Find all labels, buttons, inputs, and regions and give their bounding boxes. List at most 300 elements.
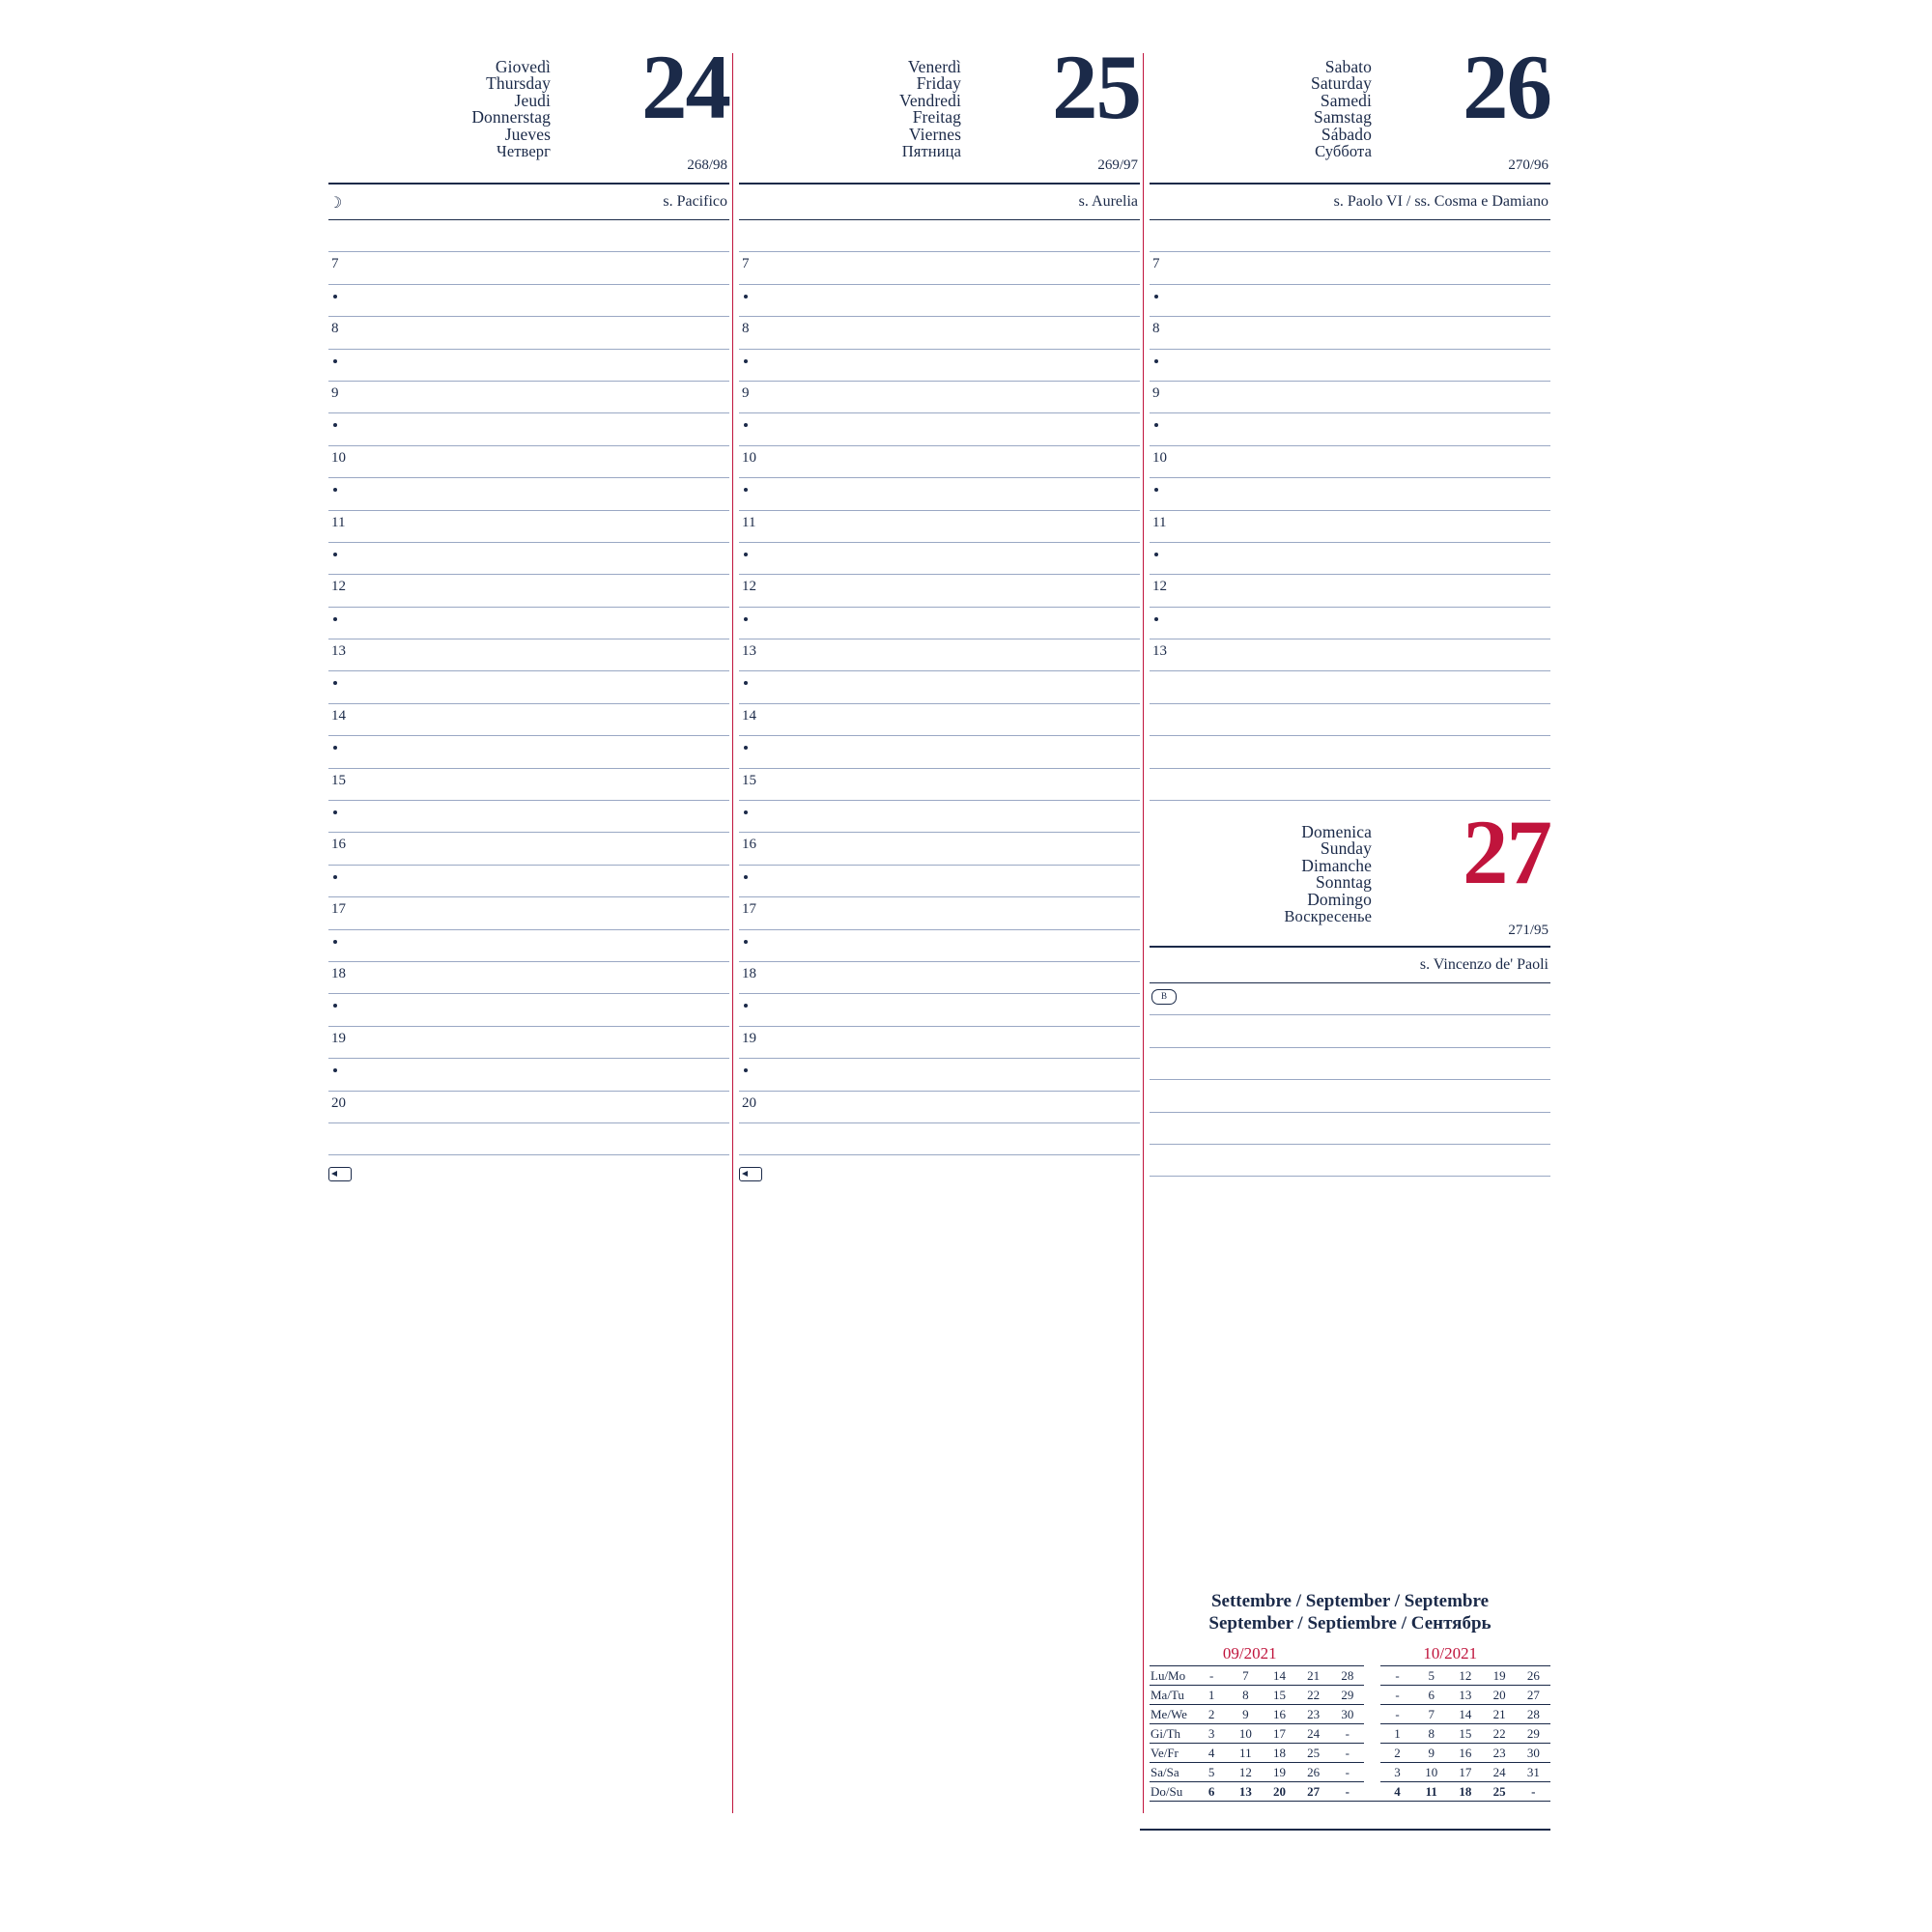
mini-date-cell: 17 xyxy=(1448,1763,1482,1782)
half-hour-row xyxy=(739,413,1140,445)
mini-date-cell: 19 xyxy=(1263,1763,1296,1782)
day-of-year: 271/95 xyxy=(1508,923,1548,939)
hour-label: 20 xyxy=(742,1094,756,1111)
day-column-weekend xyxy=(1140,36,1550,1840)
half-hour-dot xyxy=(333,810,337,814)
mini-date-cell: 18 xyxy=(1263,1744,1296,1763)
mini-date-cell: - xyxy=(1380,1666,1414,1686)
hour-label: 12 xyxy=(742,579,756,595)
half-hour-dot xyxy=(744,488,748,492)
mini-month-right: 10/2021 xyxy=(1423,1644,1478,1662)
hour-label: 9 xyxy=(742,384,750,401)
mini-day-label: Ve/Fr xyxy=(1150,1744,1195,1763)
mini-date-cell: 21 xyxy=(1296,1666,1330,1686)
mini-gap-cell xyxy=(1364,1705,1380,1724)
mini-date-cell: 23 xyxy=(1482,1744,1516,1763)
mini-date-cell: 25 xyxy=(1296,1744,1330,1763)
day-column-thursday xyxy=(328,36,729,1840)
saint-name: s. Aurelia xyxy=(1078,193,1138,210)
moon-phase-icon: ☽ xyxy=(328,195,343,212)
mini-gap-cell xyxy=(1364,1666,1380,1686)
day-header xyxy=(1150,36,1550,179)
half-hour-row xyxy=(1150,478,1550,510)
half-hour-row xyxy=(739,1059,1140,1091)
hour-row xyxy=(328,446,729,478)
half-hour-dot xyxy=(333,423,337,427)
hour-row xyxy=(739,575,1140,607)
mini-calendar-row xyxy=(1150,1744,1550,1763)
half-hour-dot xyxy=(333,295,337,298)
mini-date-cell: 12 xyxy=(1229,1763,1263,1782)
day-name-de: Sonntag xyxy=(1315,872,1372,893)
day-number: 24 xyxy=(641,36,729,138)
mini-calendar-row xyxy=(1150,1782,1550,1802)
half-hour-row xyxy=(739,543,1140,575)
half-hour-row xyxy=(328,350,729,382)
mini-date-cell: 19 xyxy=(1482,1666,1516,1686)
mini-calendar-row xyxy=(1150,1686,1550,1705)
mini-date-cell: 26 xyxy=(1517,1666,1550,1686)
mini-date-cell: 21 xyxy=(1482,1705,1516,1724)
mini-month-left: 09/2021 xyxy=(1222,1644,1277,1662)
mini-date-cell: - xyxy=(1330,1744,1364,1763)
day-name-ru: Четверг xyxy=(497,142,551,161)
day-name-en: Thursday xyxy=(486,73,551,94)
mini-title-line1: Settembre / September / Septembre xyxy=(1210,1591,1490,1611)
hour-row xyxy=(328,575,729,607)
hour-row xyxy=(328,1092,729,1123)
day-name-de: Donnerstag xyxy=(471,107,551,128)
half-hour-row xyxy=(328,543,729,575)
mini-date-cell: 3 xyxy=(1195,1724,1229,1744)
day-name-es: Domingo xyxy=(1307,889,1372,909)
hour-label: 9 xyxy=(1152,384,1160,401)
note-row[interactable] xyxy=(1150,1048,1550,1080)
hour-row xyxy=(739,897,1140,929)
mini-date-cell: 16 xyxy=(1263,1705,1296,1724)
mini-gap-cell xyxy=(1364,1724,1380,1744)
mini-date-cell: 11 xyxy=(1414,1782,1448,1802)
day-name-it: Giovedì xyxy=(495,57,551,76)
mini-date-cell: 9 xyxy=(1414,1744,1448,1763)
mini-date-cell: 14 xyxy=(1448,1705,1482,1724)
note-row[interactable] xyxy=(1150,671,1550,703)
day-names xyxy=(471,59,551,159)
day-name-it: Sabato xyxy=(1324,57,1372,76)
diary-page xyxy=(328,36,1570,1840)
hour-label: 7 xyxy=(1152,256,1160,272)
hour-label: 12 xyxy=(331,579,346,595)
half-hour-row xyxy=(739,350,1140,382)
hour-row xyxy=(1150,575,1550,607)
hour-label: 20 xyxy=(331,1094,346,1111)
b-tag-icon: B xyxy=(1151,989,1177,1005)
hour-label: 9 xyxy=(331,384,339,401)
half-hour-dot xyxy=(744,1004,748,1008)
hour-row xyxy=(1150,382,1550,413)
hour-row xyxy=(1150,317,1550,349)
half-hour-row xyxy=(739,930,1140,962)
hour-label: 13 xyxy=(742,643,756,660)
hour-row xyxy=(328,704,729,736)
half-hour-row xyxy=(1150,608,1550,639)
mini-date-cell: 29 xyxy=(1517,1724,1550,1744)
hour-label: 16 xyxy=(331,837,346,853)
half-hour-row xyxy=(328,866,729,897)
saint-line xyxy=(328,185,729,219)
mini-date-cell: 6 xyxy=(1195,1782,1229,1802)
mini-date-cell: 27 xyxy=(1296,1782,1330,1802)
half-hour-dot xyxy=(744,295,748,298)
hour-row xyxy=(328,317,729,349)
hour-row xyxy=(739,1092,1140,1123)
hour-row xyxy=(328,962,729,994)
day-name-it: Venerdì xyxy=(907,57,961,76)
hour-label: 10 xyxy=(742,449,756,466)
hour-row xyxy=(328,639,729,671)
mini-date-cell: 22 xyxy=(1296,1686,1330,1705)
day-header xyxy=(739,36,1140,179)
mini-date-cell: - xyxy=(1330,1763,1364,1782)
mini-gap-cell xyxy=(1364,1686,1380,1705)
day-columns xyxy=(328,36,1570,1840)
hour-row xyxy=(328,769,729,801)
mini-date-cell: 6 xyxy=(1414,1686,1448,1705)
half-hour-row xyxy=(328,994,729,1026)
mini-title-line2: September / Septiembre / Сентябрь xyxy=(1208,1613,1492,1634)
mini-calendar-table xyxy=(1150,1665,1550,1802)
hour-grid xyxy=(1150,220,1550,801)
half-hour-row xyxy=(328,285,729,317)
mini-gap-cell xyxy=(1364,1782,1380,1802)
note-row[interactable] xyxy=(739,220,1140,252)
day-name-fr: Samedi xyxy=(1320,90,1372,110)
hour-row xyxy=(739,962,1140,994)
mini-date-cell: 20 xyxy=(1482,1686,1516,1705)
hour-label: 7 xyxy=(742,256,750,272)
mini-calendar-row xyxy=(1150,1724,1550,1744)
hour-label: 8 xyxy=(742,321,750,337)
hour-grid xyxy=(328,220,729,1155)
half-hour-dot xyxy=(1154,553,1158,556)
mini-date-cell: - xyxy=(1330,1782,1364,1802)
hour-label: 16 xyxy=(742,837,756,853)
saint-name: s. Paolo VI / ss. Cosma e Damiano xyxy=(1333,193,1548,210)
hour-grid xyxy=(739,220,1140,1155)
half-hour-row xyxy=(739,478,1140,510)
hour-row xyxy=(739,317,1140,349)
hour-row xyxy=(739,639,1140,671)
mini-calendar xyxy=(1150,1590,1550,1802)
saint-name: s. Vincenzo de' Paoli xyxy=(1419,956,1548,974)
mini-date-cell: 10 xyxy=(1229,1724,1263,1744)
half-hour-row xyxy=(1150,413,1550,445)
mini-date-cell: 7 xyxy=(1414,1705,1448,1724)
mini-date-cell: 8 xyxy=(1229,1686,1263,1705)
mini-date-cell: 24 xyxy=(1296,1724,1330,1744)
hour-row xyxy=(1150,252,1550,284)
day-name-de: Samstag xyxy=(1313,107,1372,128)
hour-label: 12 xyxy=(1152,579,1167,595)
half-hour-dot xyxy=(1154,488,1158,492)
half-hour-dot xyxy=(744,681,748,685)
day-name-en: Sunday xyxy=(1320,838,1372,859)
half-hour-dot xyxy=(333,617,337,621)
day-name-ru: Суббота xyxy=(1315,142,1372,161)
mini-date-cell: 2 xyxy=(1380,1744,1414,1763)
half-hour-dot xyxy=(744,875,748,879)
mini-date-cell: 10 xyxy=(1414,1763,1448,1782)
mini-date-cell: 16 xyxy=(1448,1744,1482,1763)
mini-date-cell: 8 xyxy=(1414,1724,1448,1744)
half-hour-row xyxy=(328,736,729,768)
mini-calendar-row xyxy=(1150,1705,1550,1724)
hour-label: 17 xyxy=(742,901,756,918)
half-hour-dot xyxy=(333,488,337,492)
half-hour-dot xyxy=(744,940,748,944)
mini-day-label: Ma/Tu xyxy=(1150,1686,1195,1705)
note-row[interactable] xyxy=(1150,1145,1550,1177)
hour-label: 19 xyxy=(742,1030,756,1046)
day-name-es: Jueves xyxy=(504,124,551,144)
mini-gap-cell xyxy=(1364,1744,1380,1763)
hour-row xyxy=(739,833,1140,865)
half-hour-dot xyxy=(1154,617,1158,621)
day-header-sunday xyxy=(1150,801,1550,942)
mini-date-cell: 29 xyxy=(1330,1686,1364,1705)
hour-label: 8 xyxy=(331,321,339,337)
mini-date-cell: 25 xyxy=(1482,1782,1516,1802)
note-row[interactable] xyxy=(1150,769,1550,801)
half-hour-dot xyxy=(744,359,748,363)
mini-calendar-title xyxy=(1150,1590,1550,1634)
half-hour-dot xyxy=(333,553,337,556)
day-names xyxy=(1311,59,1372,159)
half-hour-row xyxy=(328,801,729,833)
half-hour-dot xyxy=(1154,359,1158,363)
pen-marker xyxy=(328,1167,729,1186)
day-number: 27 xyxy=(1463,801,1550,904)
half-hour-row xyxy=(328,413,729,445)
pen-icon xyxy=(328,1167,352,1181)
hour-row xyxy=(739,704,1140,736)
half-hour-row xyxy=(1150,543,1550,575)
half-hour-dot xyxy=(1154,295,1158,298)
half-hour-dot xyxy=(333,746,337,750)
mini-date-cell: 4 xyxy=(1195,1744,1229,1763)
half-hour-row xyxy=(1150,285,1550,317)
hour-label: 15 xyxy=(742,772,756,788)
half-hour-dot xyxy=(744,810,748,814)
half-hour-dot xyxy=(744,746,748,750)
mini-gap-cell xyxy=(1364,1763,1380,1782)
half-hour-dot xyxy=(744,423,748,427)
mini-day-label: Sa/Sa xyxy=(1150,1763,1195,1782)
day-names xyxy=(899,59,961,159)
note-row[interactable] xyxy=(739,1123,1140,1155)
mini-date-cell: 28 xyxy=(1330,1666,1364,1686)
mini-day-label: Do/Su xyxy=(1150,1782,1195,1802)
hour-label: 13 xyxy=(1152,643,1167,660)
half-hour-dot xyxy=(744,617,748,621)
hour-row xyxy=(328,1027,729,1059)
mini-date-cell: 9 xyxy=(1229,1705,1263,1724)
saint-line xyxy=(1150,948,1550,982)
half-hour-row xyxy=(739,671,1140,703)
mini-date-cell: 7 xyxy=(1229,1666,1263,1686)
mini-date-cell: 5 xyxy=(1414,1666,1448,1686)
note-row[interactable] xyxy=(1150,1080,1550,1112)
hour-row xyxy=(1150,446,1550,478)
half-hour-row xyxy=(328,671,729,703)
note-row[interactable] xyxy=(1150,1015,1550,1047)
mini-date-cell: - xyxy=(1380,1705,1414,1724)
day-name-es: Sábado xyxy=(1321,124,1372,144)
hour-label: 13 xyxy=(331,643,346,660)
hour-label: 19 xyxy=(331,1030,346,1046)
mini-date-cell: 1 xyxy=(1380,1724,1414,1744)
hour-label: 11 xyxy=(331,514,346,530)
mini-date-cell: - xyxy=(1380,1686,1414,1705)
half-hour-row xyxy=(1150,350,1550,382)
hour-label: 10 xyxy=(331,449,346,466)
half-hour-row xyxy=(328,930,729,962)
day-name-ru: Воскресенье xyxy=(1284,907,1372,926)
mini-calendar-row xyxy=(1150,1763,1550,1782)
note-row[interactable] xyxy=(1150,1113,1550,1145)
day-of-year: 270/96 xyxy=(1508,157,1548,173)
half-hour-row xyxy=(739,866,1140,897)
mini-date-cell: 22 xyxy=(1482,1724,1516,1744)
half-hour-row xyxy=(328,1059,729,1091)
day-number: 26 xyxy=(1463,36,1550,138)
day-name-en: Friday xyxy=(916,73,961,94)
mini-date-cell: 13 xyxy=(1229,1782,1263,1802)
mini-date-cell: 18 xyxy=(1448,1782,1482,1802)
note-row[interactable] xyxy=(1150,983,1550,1015)
hour-label: 14 xyxy=(742,707,756,724)
hour-row xyxy=(739,382,1140,413)
hour-row xyxy=(739,252,1140,284)
half-hour-dot xyxy=(333,359,337,363)
hour-row xyxy=(328,382,729,413)
half-hour-row xyxy=(328,478,729,510)
half-hour-dot xyxy=(333,1068,337,1072)
hour-label: 18 xyxy=(742,965,756,981)
mini-date-cell: 14 xyxy=(1263,1666,1296,1686)
hour-row xyxy=(328,833,729,865)
mini-month-labels xyxy=(1150,1644,1550,1663)
mini-date-cell: 11 xyxy=(1229,1744,1263,1763)
note-row[interactable] xyxy=(1150,220,1550,252)
hour-label: 11 xyxy=(1152,514,1167,530)
hour-row xyxy=(1150,511,1550,543)
hour-row xyxy=(739,511,1140,543)
mini-date-cell: - xyxy=(1517,1782,1550,1802)
hour-label: 17 xyxy=(331,901,346,918)
mini-date-cell: 28 xyxy=(1517,1705,1550,1724)
mini-day-label: Gi/Th xyxy=(1150,1724,1195,1744)
mini-date-cell: 2 xyxy=(1195,1705,1229,1724)
day-name-en: Saturday xyxy=(1310,73,1372,94)
mini-day-label: Lu/Mo xyxy=(1150,1666,1195,1686)
half-hour-dot xyxy=(744,553,748,556)
hour-label: 15 xyxy=(331,772,346,788)
hour-label: 7 xyxy=(331,256,339,272)
hour-label: 18 xyxy=(331,965,346,981)
bottom-rule xyxy=(1140,1829,1550,1831)
half-hour-dot xyxy=(333,940,337,944)
day-name-it: Domenica xyxy=(1301,822,1372,842)
hour-label: 14 xyxy=(331,707,346,724)
mini-date-cell: 26 xyxy=(1296,1763,1330,1782)
hour-row xyxy=(328,897,729,929)
day-names xyxy=(1284,824,1372,924)
mini-date-cell: 27 xyxy=(1517,1686,1550,1705)
day-name-ru: Пятница xyxy=(901,142,961,161)
day-name-fr: Vendredi xyxy=(899,90,961,110)
mini-date-cell: 3 xyxy=(1380,1763,1414,1782)
hour-label: 10 xyxy=(1152,449,1167,466)
hour-row xyxy=(739,769,1140,801)
half-hour-row xyxy=(739,994,1140,1026)
mini-calendar-row xyxy=(1150,1666,1550,1686)
hour-row xyxy=(328,511,729,543)
half-hour-dot xyxy=(333,1004,337,1008)
note-row[interactable] xyxy=(1150,736,1550,768)
half-hour-row xyxy=(739,285,1140,317)
mini-date-cell: - xyxy=(1195,1666,1229,1686)
hour-row xyxy=(739,1027,1140,1059)
half-hour-row xyxy=(739,608,1140,639)
half-hour-row xyxy=(739,736,1140,768)
mini-date-cell: 24 xyxy=(1482,1763,1516,1782)
saint-line xyxy=(739,185,1140,219)
note-row[interactable] xyxy=(1150,704,1550,736)
day-name-es: Viernes xyxy=(908,124,961,144)
mini-date-cell: 4 xyxy=(1380,1782,1414,1802)
note-row[interactable] xyxy=(328,220,729,252)
mini-date-cell: 15 xyxy=(1263,1686,1296,1705)
day-name-de: Freitag xyxy=(912,107,961,128)
hour-label: 11 xyxy=(742,514,756,530)
mini-date-cell: 23 xyxy=(1296,1705,1330,1724)
hour-row xyxy=(739,446,1140,478)
half-hour-dot xyxy=(744,1068,748,1072)
saint-name: s. Pacifico xyxy=(663,193,727,210)
mini-date-cell: 15 xyxy=(1448,1724,1482,1744)
sunday-note-grid xyxy=(1150,983,1550,1177)
mini-date-cell: 30 xyxy=(1330,1705,1364,1724)
mini-date-cell: 31 xyxy=(1517,1763,1550,1782)
mini-date-cell: 1 xyxy=(1195,1686,1229,1705)
mini-date-cell: - xyxy=(1330,1724,1364,1744)
pen-marker xyxy=(739,1167,1140,1186)
day-name-fr: Jeudi xyxy=(514,90,551,110)
day-header xyxy=(328,36,729,179)
day-number: 25 xyxy=(1052,36,1140,138)
mini-date-cell: 30 xyxy=(1517,1744,1550,1763)
half-hour-row xyxy=(739,801,1140,833)
mini-day-label: Me/We xyxy=(1150,1705,1195,1724)
note-row[interactable] xyxy=(328,1123,729,1155)
day-of-year: 268/98 xyxy=(687,157,727,173)
day-of-year: 269/97 xyxy=(1097,157,1138,173)
hour-label: 8 xyxy=(1152,321,1160,337)
mini-date-cell: 12 xyxy=(1448,1666,1482,1686)
day-name-fr: Dimanche xyxy=(1301,855,1372,875)
mini-date-cell: 13 xyxy=(1448,1686,1482,1705)
